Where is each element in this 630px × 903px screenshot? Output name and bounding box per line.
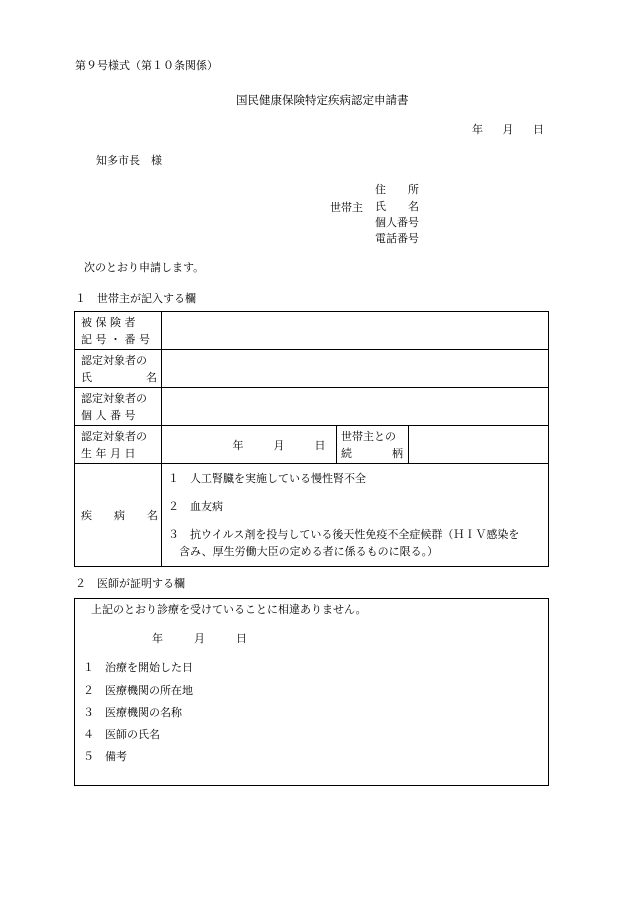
application-date	[472, 124, 544, 135]
intro-text: 次のとおり申請します。	[84, 261, 205, 274]
disease-option-2[interactable]: ２ 血友病	[168, 500, 223, 513]
insured-number-field[interactable]	[162, 312, 549, 350]
subject-name-label-l2	[81, 369, 157, 386]
item-facility-address: ２ 医療機関の所在地	[83, 684, 193, 697]
subject-name-field[interactable]	[162, 350, 549, 388]
item-remarks: ５ 備考	[83, 750, 127, 763]
birth-date-field[interactable]	[162, 426, 337, 464]
table-row	[75, 312, 549, 350]
disease-options	[162, 464, 549, 567]
disease-option-3-line-1: ３ 抗ウイルス剤を投与している後天性免疫不全症候群（ＨＩＶ感染を	[168, 528, 520, 541]
insured-number-header	[75, 312, 162, 350]
subject-name-char-2: 名	[146, 370, 157, 384]
table-row	[75, 350, 549, 388]
subject-number-header	[75, 388, 162, 426]
relationship-char-1: 続	[341, 446, 352, 460]
disease-header	[75, 464, 162, 567]
form-number: 第９号様式（第１０条関係）	[75, 59, 218, 72]
subject-number-field[interactable]	[162, 388, 549, 426]
birth-day-label: 日	[314, 438, 326, 452]
disease-option-1[interactable]: １ 人工腎臓を実施している慢性腎不全	[168, 472, 366, 485]
date-day-label: 日	[533, 123, 544, 136]
certification-date	[152, 633, 247, 644]
cert-month-label: 月	[194, 632, 205, 645]
relationship-label-l2	[341, 445, 403, 462]
phone-label: 電話番号	[375, 232, 419, 245]
table-row	[75, 426, 549, 464]
subject-birth-label-l1: 認定対象者の	[81, 429, 147, 443]
relationship-field[interactable]	[409, 426, 549, 464]
date-year-label: 年	[472, 123, 483, 136]
section1-heading: １ 世帯主が記入する欄	[75, 292, 196, 305]
certification-statement: 上記のとおり診療を受けていることに相違ありません。	[91, 603, 367, 616]
subject-name-label-l1: 認定対象者の	[81, 353, 147, 367]
disease-option-3-line-2: 含み、厚生労働大臣の定める者に係るものに限る。）	[179, 545, 439, 558]
insured-label-l1: 被 保 険 者	[81, 315, 136, 329]
subject-name-char-1: 氏	[81, 370, 92, 384]
date-month-label: 月	[502, 123, 514, 136]
relationship-label-l1: 世帯主との	[341, 429, 396, 443]
householder-label: 世帯主	[330, 201, 363, 214]
subject-birth-header	[75, 426, 162, 464]
disease-label: 疾 病 名	[81, 508, 158, 522]
physician-certification-box	[74, 598, 549, 786]
birth-year-label: 年	[232, 438, 244, 452]
relationship-char-2: 柄	[392, 446, 403, 460]
subject-number-label-l1: 認定対象者の	[81, 391, 147, 405]
relationship-header	[337, 426, 409, 464]
section2-heading: ２ 医師が証明する欄	[75, 577, 185, 590]
birth-month-label: 月	[273, 438, 285, 452]
personal-number-label: 個人番号	[375, 216, 419, 229]
cert-day-label: 日	[236, 632, 247, 645]
householder-table	[74, 311, 549, 567]
document-title: 国民健康保険特定疾病認定申請書	[236, 93, 409, 107]
item-physician-name: ４ 医師の氏名	[83, 728, 160, 741]
item-treatment-start: １ 治療を開始した日	[83, 661, 193, 674]
insured-label-l2: 記 号 ・ 番 号	[81, 332, 150, 346]
cert-year-label: 年	[152, 632, 163, 645]
table-row	[75, 388, 549, 426]
addressee: 知多市長 様	[96, 154, 162, 167]
subject-birth-label-l2: 生 年 月 日	[81, 446, 136, 460]
subject-name-header	[75, 350, 162, 388]
disease-option-3[interactable]	[168, 526, 548, 560]
subject-number-label-l2: 個 人 番 号	[81, 408, 136, 422]
item-facility-name: ３ 医療機関の名称	[83, 706, 182, 719]
table-row	[75, 464, 549, 567]
address-label: 住 所	[375, 183, 419, 196]
name-label: 氏 名	[375, 200, 419, 213]
